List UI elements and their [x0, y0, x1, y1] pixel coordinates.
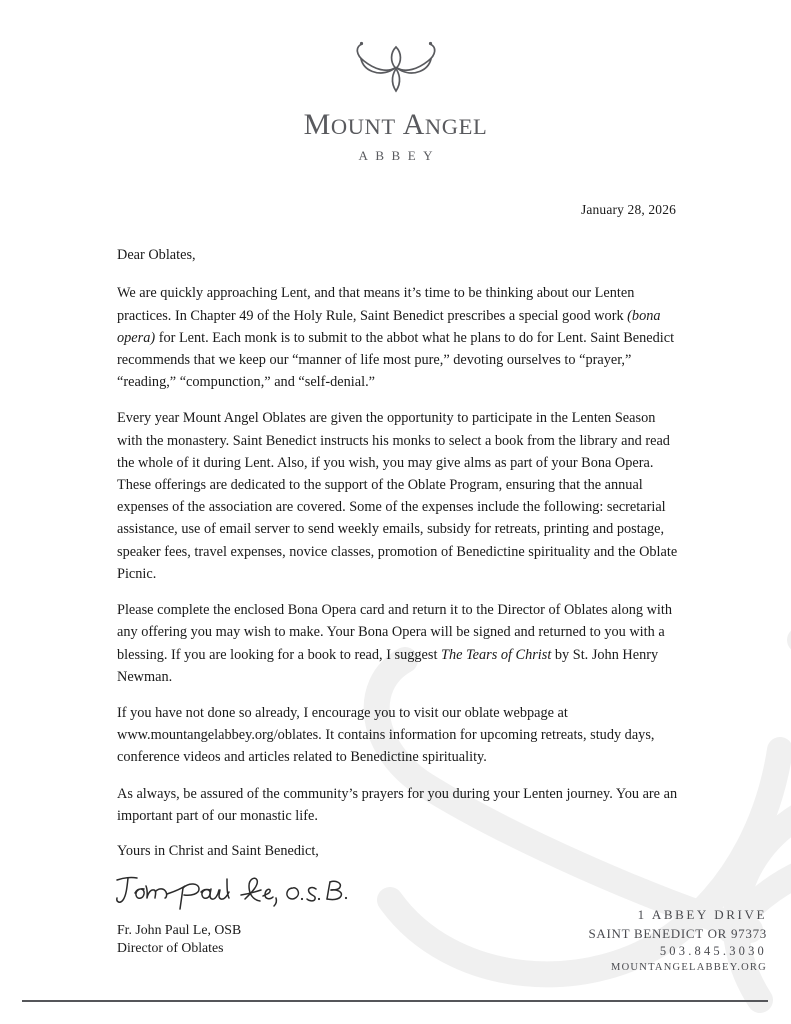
footer-street: 1 ABBEY DRIVE — [637, 907, 767, 923]
footer-address-block — [589, 906, 768, 976]
footer-divider-rule — [22, 1000, 768, 1002]
signer-title: Director of Oblates — [117, 939, 224, 955]
letter-date: January 28, 2026 — [580, 202, 676, 217]
salutation: Dear Oblates, — [117, 247, 196, 263]
wordmark-ngel: NGEL — [424, 114, 488, 139]
footer-phone: 503.845.3030 — [659, 944, 767, 959]
letterhead — [0, 38, 791, 162]
footer-website: MOUNTANGELABBEY.ORG — [610, 962, 767, 974]
paragraph-5: As always, be assured of the community’s prayers for you during your Lenten journey. You are an important part of our monastic life. — [117, 785, 678, 824]
paragraph-4: If you have not done so already, I encourage you to visit our oblate webpage at www.mountangelabbey.org/oblates. It contains information for upcoming retreats, study days, conference videos and articles related to Benedictine spirituality. — [117, 705, 655, 766]
bona-opera-italic: (bona opera) — [117, 307, 661, 346]
wordmark-ount: OUNT — [330, 114, 396, 139]
wordmark-a: A — [402, 108, 425, 141]
abbey-dragonfly-icon — [348, 38, 444, 96]
paragraph-1-text-a: We are quickly approaching Lent, and that means it’s time to be thinking about our Lenten practices. In Chapter 49 of the Holy Rule, Saint Benedict prescribes a special good work — [117, 285, 635, 324]
paragraph-1 — [117, 282, 679, 393]
paragraph-3 — [117, 599, 679, 688]
paragraph-1-text-b: for Lent. Each monk is to submit to the abbot what he plans to do for Lent. Saint Benedict recommends that we keep our “manner of life most pure,” devoting ourselves to “prayer,” “reading,” “compunction,” and “self-denial.” — [117, 329, 675, 391]
closing-line: Yours in Christ and Saint Benedict, — [117, 843, 319, 860]
paragraph-3-text-a: Please complete the enclosed Bona Opera card and return it to the Director of Oblates along with any offering you may wish to make. Your Bona Opera will be signed and returned to you with a blessing. If you are looking for a book to read, I suggest — [117, 602, 673, 663]
wordmark-mount-angel — [0, 110, 791, 140]
wordmark-m: M — [303, 108, 331, 141]
paragraph-3-text-b: by St. John Henry Newman. — [117, 646, 659, 685]
footer-city-state-zip: SAINT BENEDICT OR 97373 — [588, 925, 767, 941]
letter-body — [117, 246, 679, 956]
wordmark-abbey: ABBEY — [358, 148, 441, 163]
signer-name: Fr. John Paul Le, OSB — [117, 922, 242, 938]
paragraph-2: Every year Mount Angel Oblates are given the opportunity to participate in the Lenten Season with the monastery. Saint Benedict instructs his monks to select a book from the library and read the whole of it during Lent. Also, if you wish, you may give alms as part of your Bona Opera. These offerings are dedicated to the support of the Oblate Program, ensuring that the annual expenses of the association are covered. Some of the expenses include the following: secretarial assistance, use of email server to send weekly emails, subsidy for retreats, printing and postage, speaker fees, travel expenses, novice classes, promotion of Benedictine spirituality and the Oblate Picnic. — [117, 410, 678, 582]
book-title-italic: The Tears of Christ — [441, 646, 552, 663]
handwritten-signature — [113, 871, 363, 915]
